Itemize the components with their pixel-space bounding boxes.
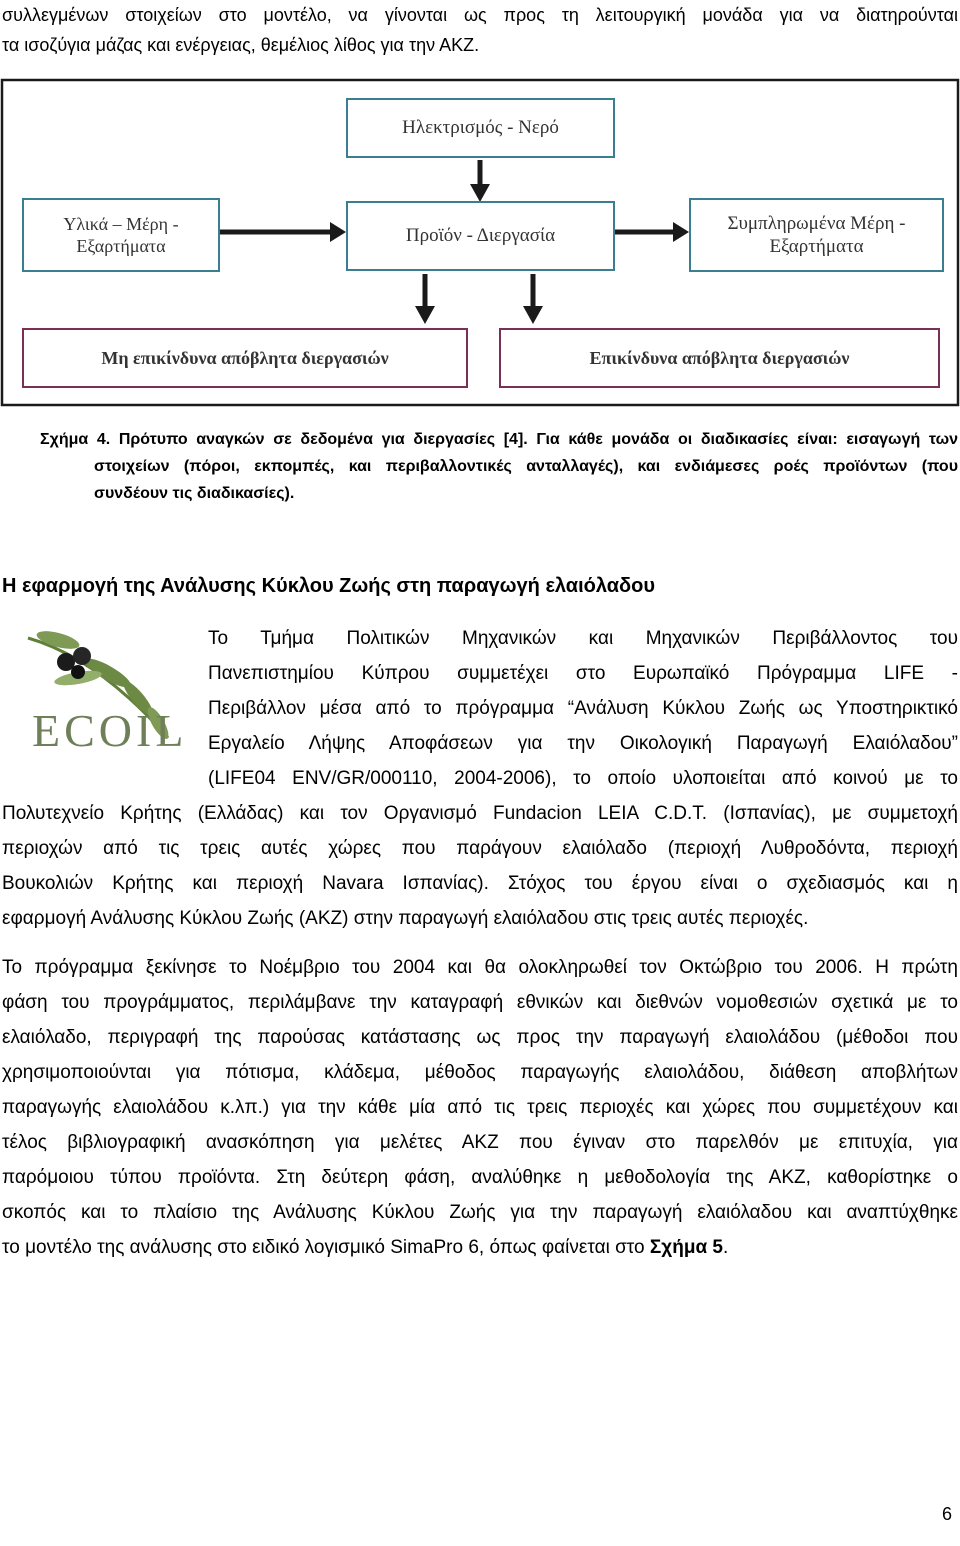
p1-line-7: περιοχών από τις τρεις αυτές χώρες που παράγουν ελαιόλαδο (περιοχή Λυθροδόντα, περιοχή bbox=[2, 838, 958, 859]
p2-line-3: ελαιόλαδο, περιγραφή της παρούσας κατάστασης ως προς την παραγωγή ελαιολάδου (μέθοδοι που bbox=[2, 1027, 958, 1048]
completed-parts-line-1: Συμπληρωμένα Μέρη - bbox=[727, 213, 906, 234]
logo-wordmark: ECOIL bbox=[32, 705, 188, 756]
p2-last-period: . bbox=[723, 1237, 729, 1258]
arrow-down-right-head bbox=[523, 306, 543, 324]
p2-last-text: το μοντέλο της ανάλυσης στο ειδικό λογισμικό SimaPro 6, όπως φαίνεται στο bbox=[2, 1237, 650, 1258]
materials-label-line-2: Εξαρτήματα bbox=[76, 236, 166, 256]
p2-line-2: φάση του προγράμματος, περιλάμβανε την καταγραφή εθνικών και διεθνών νομοθεσιών σχετικά με το bbox=[2, 992, 958, 1013]
p1-line-5: (LIFE04 ENV/GR/000110, 2004-2006), το οποίο υλοποιείται από κοινού με το bbox=[208, 768, 958, 789]
paragraph-2 bbox=[2, 950, 958, 1265]
hazardous-waste-label: Επικίνδυνα απόβλητα διεργασιών bbox=[589, 347, 850, 368]
p2-line-1: Το πρόγραμμα ξεκίνησε το Νοέμβριο του 2004 και θα ολοκληρωθεί τον Οκτώβριο του 2006. Η πρώτη bbox=[2, 957, 958, 978]
caption-line-1: Σχήμα 4. Πρότυπο αναγκών σε δεδομένα για διεργασίες [4]. Για κάθε μονάδα οι διαδικασίες είναι: εισαγωγή των bbox=[40, 431, 958, 448]
page-number: 6 bbox=[941, 1504, 952, 1524]
completed-parts-box bbox=[689, 198, 944, 272]
electricity-water-box bbox=[346, 98, 615, 158]
ecoil-logo bbox=[18, 618, 190, 758]
process-diagram bbox=[0, 78, 960, 408]
product-process-label: Προϊόν - Διεργασία bbox=[405, 225, 556, 246]
p2-line-8: σκοπός και το πλαίσιο της Ανάλυσης Κύκλου Ζωής για την παραγωγή ελαιόλαδου και αναπτύχθηκε bbox=[2, 1202, 958, 1223]
paragraph-1-wrapped bbox=[208, 621, 958, 796]
paragraph-1-full bbox=[2, 796, 958, 936]
arrow-left-head bbox=[330, 222, 346, 242]
product-process-box bbox=[346, 201, 615, 271]
figure-5-reference: Σχήμα 5 bbox=[649, 1237, 723, 1258]
caption-line-2: στοιχείων (πόροι, εκπομπές, και περιβαλλοντικές ανταλλαγές), και ενδιάμεσες ροές προϊόντων (που bbox=[94, 458, 958, 475]
arrow-right-head bbox=[673, 222, 689, 242]
olive-branch-icon bbox=[18, 618, 190, 758]
section-heading: Η εφαρμογή της Ανάλυσης Κύκλου Ζωής στη παραγωγή ελαιόλαδου bbox=[2, 575, 656, 597]
p1-line-4: Εργαλείο Λήψης Αποφάσεων για την Οικολογική Παραγωγή Ελαιόλαδου” bbox=[208, 733, 958, 754]
p1-line-6: Πολυτεχνείο Κρήτης (Ελλάδας) και τον Οργανισμό Fundacion LEIA C.D.T. (Ισπανίας), με συμμετοχή bbox=[2, 803, 958, 824]
p2-line-9 bbox=[2, 1230, 958, 1265]
materials-box bbox=[22, 198, 220, 272]
non-hazardous-waste-box bbox=[22, 328, 468, 388]
p1-line-3: Περιβάλλον μέσα από το πρόγραμμα “Ανάλυση Κύκλου Ζωής ως Υποστηρικτικό bbox=[208, 698, 958, 719]
arrow-down-left-head bbox=[415, 306, 435, 324]
intro-line-1: συλλεγμένων στοιχείων στο μοντέλο, να γίνονται ως προς τη λειτουργική μονάδα για να διατηρούνται bbox=[2, 5, 958, 25]
caption-line-3: συνδέουν τις διαδικασίες). bbox=[94, 485, 295, 502]
p1-line-9: εφαρμογή Ανάλυσης Κύκλου Ζωής (ΑΚΖ) στην παραγωγή ελαιόλαδου στις τρεις αυτές περιοχές. bbox=[2, 908, 809, 929]
materials-label-line-1: Υλικά – Μέρη - bbox=[63, 214, 179, 234]
intro-text bbox=[2, 0, 958, 60]
hazardous-waste-box bbox=[499, 328, 940, 388]
intro-line-2: τα ισοζύγια μάζας και ενέργειας, θεμέλιος λίθος για την ΑΚΖ. bbox=[2, 35, 480, 55]
p1-line-1: Το Τμήμα Πολιτικών Μηχανικών και Μηχανικών Περιβάλλοντος του bbox=[208, 628, 958, 649]
p2-line-6: τέλος βιβλιογραφική ανασκόπηση για μελέτες ΑΚΖ που έγιναν στο παρελθόν με επιτυχία, για bbox=[2, 1132, 958, 1153]
arrow-top-head bbox=[470, 184, 490, 202]
p1-line-2: Πανεπιστημίου Κύπρου συμμετέχει στο Ευρωπαϊκό Πρόγραμμα LIFE - bbox=[208, 663, 958, 684]
non-hazardous-waste-label: Μη επικίνδυνα απόβλητα διεργασιών bbox=[101, 347, 389, 368]
p2-line-4: χρησιμοποιούνται για πότισμα, κλάδεμα, μέθοδος παραγωγής ελαιολάδου, διάθεση αποβλήτων bbox=[2, 1062, 958, 1083]
p2-line-5: παραγωγής ελαιολάδου κ.λπ.) για την κάθε μία από τις τρεις περιοχές και χώρες που συμμετέχουν και bbox=[2, 1097, 958, 1118]
p1-line-8: Βουκολιών Κρήτης και περιοχή Navara Ισπανίας). Στόχος του έργου είναι ο σχεδιασμός και η bbox=[2, 873, 958, 894]
completed-parts-line-2: Εξαρτήματα bbox=[769, 236, 864, 257]
electricity-water-label: Ηλεκτρισμός - Νερό bbox=[402, 117, 559, 138]
p2-line-7: παρόμοιου τύπου προϊόντα. Στη δεύτερη φάση, αναλύθηκε η μεθοδολογία της ΑΚΖ, καθορίστηκε ο bbox=[2, 1167, 958, 1188]
figure-caption bbox=[40, 426, 958, 507]
